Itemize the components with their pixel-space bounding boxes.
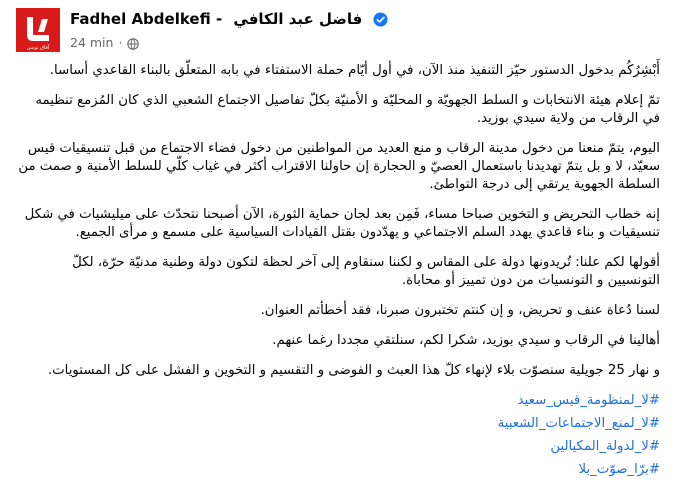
post-paragraph-8: و نهار 25 جويلية سنصوّت بلاء لإنهاء كلّ هذا العبث و الفوضى و التقسيم و التخوين و الفشل على كل المستويات. [47,363,660,378]
avatar[interactable] [16,8,60,52]
post-paragraph-1: أَبْشِرُكُم بدخول الدستور حيّز التنفيذ منذ الآن، في أول أيّام حملة الاستفتاء في بابه المتعلّق بالبناء القاعدي أساسا. [49,63,660,78]
post-meta [70,35,139,53]
avatar-caption: آفاق تونس [26,45,50,51]
verified-badge-icon [373,12,388,31]
globe-icon[interactable] [127,38,139,53]
post-body [16,62,660,484]
author-name-en[interactable]: Fadhel Abdelkefi [70,10,211,28]
post-paragraph-6: لسنا دُعاة عنف و تحريض، و إن كنتم تختبرون صبرنا، فقد أخطأتم العنوان. [260,303,660,318]
post-header [16,8,658,56]
post-paragraph-2: تمّ إعلام هيئة الانتخابات و السلط الجهويّة و المحليّة و الأمنيّة بكلّ تفاصيل الاجتماع الشعبي الذي كان المُزمع تنظيمه في الرقاب من ولاية سيدي بوزيد. [35,93,660,126]
author-name-separator: - [215,10,223,28]
hashtag-link-3[interactable]: #لا_لدولة_المكيالين [550,439,660,454]
hashtag-item [16,438,660,456]
post-paragraph-3: اليوم، يتمّ منعنا من دخول مدينة الرقاب و منع العديد من المواطنين من دخول فضاء الاجتماع من قبل تنسيقيات قيس سعيّد، لا و بل يتمّ تهديدنا باستعمال العصيّ و الحجارة إن حاولنا الاقتراب أكثر في غياب كلّي للسلط الأمنية و صمت من السلطة الجهوية يرتقي إلى درجة التواطئ. [18,141,660,192]
avatar-logo [16,8,60,52]
hashtag-link-2[interactable]: #لا_لمنع_الاجتماعات_الشعبية [497,416,660,431]
post-paragraph-4: إنه خطاب التحريض و التخوين صباحا مساء، فَمِن بعد لجان حماية الثورة، الآن أصبحنا نتحدّث على ميليشيات في شكل تنسيقيات و بناء قاعدي يهدد السلم الاجتماعي و يهدّدون بقتل القيادات السياسية على مسمع و مرأى الجميع. [24,207,660,240]
hashtag-item [16,415,660,433]
hashtag-link-4[interactable]: #برّا_صوّت_بلا [578,462,660,477]
hashtag-item [16,461,660,479]
author-name-ar[interactable]: فاضل عبد الكافي [233,10,363,28]
post-paragraph-5: أقولها لكم علنا: تُريدونها دولة على المقاس و لكننا سنقاوم إلى آخر لحظة لتكون دولة وطنية مدنيّة حرّة، لكلّ التونسيين و التونسيات من دون تمييز أو محاباة. [72,255,660,288]
meta-separator-dot: · [118,35,123,50]
post-paragraph-7: أهالينا في الرقاب و سيدي بوزيد، شكرا لكم، سنلتقي مجددا رغما عنهم. [272,333,660,348]
hashtag-item [16,392,660,410]
hashtag-link-1[interactable]: #لا_لمنظومة_قيس_سعيد [517,393,660,408]
hashtag-list [16,392,660,479]
post-timestamp[interactable]: 24 min [70,35,114,50]
author-line [70,10,388,31]
